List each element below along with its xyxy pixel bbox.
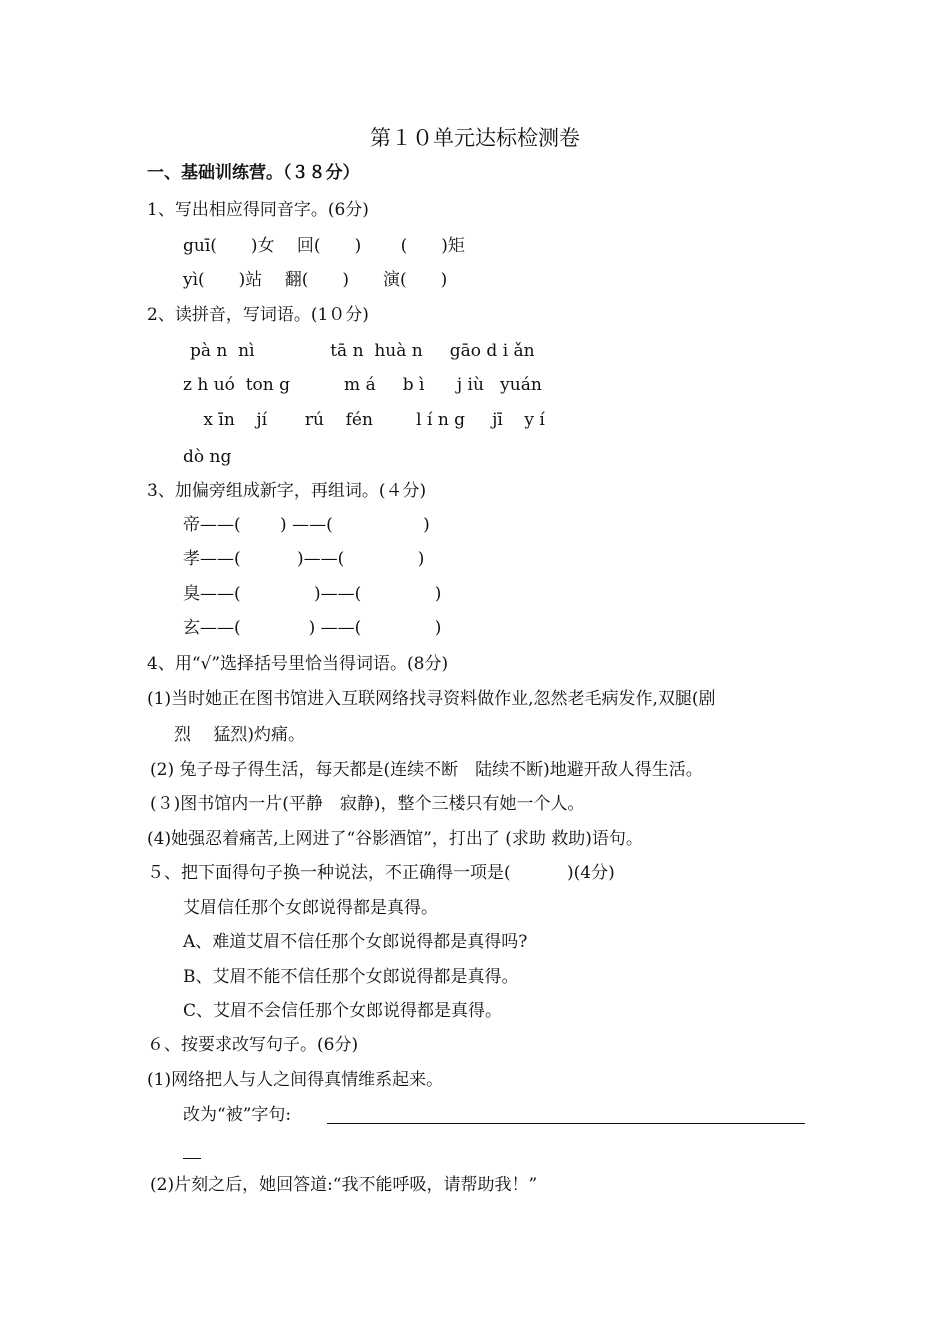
q6-item-1-prompt: 改为“被”字句: — [183, 1105, 292, 1125]
q1-heading: 1、写出相应得同音字。(6分) — [147, 200, 369, 220]
q1-row-1: guī( )女 回( ) ( )矩 — [183, 236, 465, 256]
q4-item-3: (３)图书馆内一片(平静 寂静)，整个三楼只有她一个人。 — [150, 794, 585, 814]
q2-pinyin-row-4: dò ng — [183, 447, 232, 467]
q5-heading: ５、把下面得句子换一种说法，不正确得一项是( )(4分) — [147, 863, 615, 883]
answer-line-continued — [183, 1158, 201, 1159]
q2-pinyin-row-2: z h uó ton g m á b ì j iù yuán — [183, 375, 542, 395]
q2-pinyin-row-3: x īn jí rú fén l í n g jī y í — [198, 410, 545, 430]
q5-option-a: A、难道艾眉不信任那个女郎说得都是真得吗? — [183, 932, 528, 952]
q2-pinyin-row-1: pà n nì tā n huà n gāo d i ǎn — [190, 341, 535, 361]
q6-item-1: (1)网络把人与人之间得真情维系起来。 — [147, 1070, 444, 1090]
page-title: 第１０单元达标检测卷 — [370, 126, 580, 150]
q4-item-4: (4)她强忍着痛苦,上网进了“谷影酒馆”，打出了 (求助 救助)语句。 — [147, 829, 643, 849]
q6-heading: ６、按要求改写句子。(6分) — [147, 1035, 359, 1055]
q6-item-2: (2)片刻之后，她回答道:“我不能呼吸，请帮助我！” — [150, 1175, 538, 1195]
q3-row: 帝——( ) ——( ) — [183, 515, 430, 535]
q5-option-c: C、艾眉不会信任那个女郎说得都是真得。 — [183, 1001, 503, 1021]
q3-row: 臭——( )——( ) — [183, 584, 442, 604]
q5-option-b: B、艾眉不能不信任那个女郎说得都是真得。 — [183, 967, 519, 987]
q4-item-1: (1)当时她正在图书馆进入互联网络找寻资料做作业,忽然老毛病发作,双腿(剧 — [147, 689, 716, 709]
q1-row-2: yì( )站 翻( ) 演( ) — [183, 270, 448, 290]
q3-row: 孝——( )——( ) — [183, 549, 425, 569]
q3-row: 玄——( ) ——( ) — [183, 618, 442, 638]
q3-heading: 3、加偏旁组成新字，再组词。(４分) — [147, 481, 427, 501]
section-heading-basics: 一、基础训练营。（３８分） — [147, 163, 360, 183]
q2-heading: 2、读拼音，写词语。(1０分) — [147, 305, 369, 325]
q4-item-1-continued: 烈 猛烈)灼痛。 — [174, 725, 306, 745]
q4-item-2: (2) 兔子母子得生活，每天都是(连续不断 陆续不断)地避开敌人得生活。 — [150, 760, 703, 780]
q5-sentence: 艾眉信任那个女郎说得都是真得。 — [183, 898, 438, 918]
answer-line — [327, 1123, 805, 1124]
q4-heading: 4、用“√”选择括号里恰当得词语。(8分) — [147, 654, 449, 674]
